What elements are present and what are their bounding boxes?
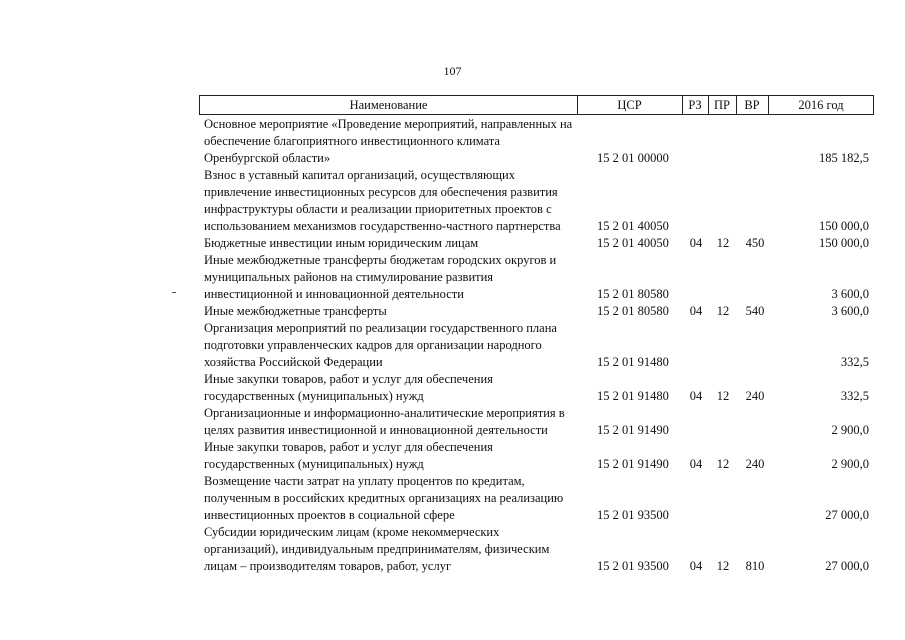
- row-csr: 15 2 01 91480: [597, 355, 669, 369]
- row-vr: 450: [745, 236, 765, 250]
- row-vr: 240: [745, 457, 765, 471]
- row-rz: 04: [689, 457, 703, 471]
- table-row: [0, 252, 905, 303]
- row-name: Организационные и информационно-аналитические мероприятия в целях развития инвестиционной и инновационной деятельности: [204, 406, 565, 437]
- row-rz: 04: [689, 304, 703, 318]
- row-amount: 2 900,0: [831, 423, 869, 437]
- header-pr: ПР: [714, 98, 730, 112]
- row-csr: 15 2 01 40050: [597, 236, 669, 250]
- row-name: Иные межбюджетные трансферты бюджетам городских округов и муниципальных районов на стимулирование развития инвестиционной и инновационной деятельности: [204, 253, 557, 301]
- row-amount: 332,5: [840, 355, 869, 369]
- row-csr: 15 2 01 91490: [597, 457, 669, 471]
- row-rz: 04: [689, 389, 703, 403]
- header-name: Наименование: [349, 98, 428, 112]
- page-number: 107: [443, 64, 462, 78]
- row-amount: 3 600,0: [831, 304, 869, 318]
- table-row: [0, 405, 905, 439]
- table-row: [0, 303, 905, 320]
- row-csr: 15 2 01 93500: [597, 508, 669, 522]
- row-amount: 150 000,0: [819, 236, 869, 250]
- row-name: Взнос в уставный капитал организаций, осуществляющих привлечение инвестиционных ресурсов для обеспечения развития инфраструктуры области и реализации приоритетных проектов с использованием механизмов государственно-частного партнерства: [204, 168, 561, 233]
- row-csr: 15 2 01 40050: [597, 219, 669, 233]
- table-header: [199, 95, 874, 115]
- row-vr: 540: [745, 304, 765, 318]
- row-rz: 04: [689, 236, 703, 250]
- table-body: [0, 116, 905, 575]
- row-amount: 150 000,0: [819, 219, 869, 233]
- row-name: Субсидии юридическим лицам (кроме некоммерческих организаций), индивидуальным предпринимателям, физическим лицам – производителям товаров, работ, услуг: [204, 525, 550, 573]
- table-row: [0, 235, 905, 252]
- row-amount: 27 000,0: [825, 508, 869, 522]
- row-pr: 12: [716, 389, 730, 403]
- header-csr: ЦСР: [617, 98, 642, 112]
- table-row: [0, 524, 905, 575]
- row-amount: 27 000,0: [825, 559, 869, 573]
- row-csr: 15 2 01 91480: [597, 389, 669, 403]
- row-name: Иные закупки товаров, работ и услуг для обеспечения государственных (муниципальных) нужд: [204, 372, 493, 403]
- row-pr: 12: [716, 559, 730, 573]
- row-csr: 15 2 01 91490: [597, 423, 669, 437]
- row-pr: 12: [716, 236, 730, 250]
- row-csr: 15 2 01 80580: [597, 304, 669, 318]
- row-name: Бюджетные инвестиции иным юридическим лицам: [204, 236, 479, 250]
- row-csr: 15 2 01 93500: [597, 559, 669, 573]
- table-row: [0, 320, 905, 371]
- table-row: [0, 167, 905, 235]
- row-vr: 240: [745, 389, 765, 403]
- header-year: 2016 год: [798, 98, 844, 112]
- header-rz: РЗ: [688, 98, 702, 112]
- row-amount: 2 900,0: [831, 457, 869, 471]
- row-rz: 04: [689, 559, 703, 573]
- row-name: Организация мероприятий по реализации государственного плана подготовки управленческих кадров для организации народного хозяйства Российской Федерации: [204, 321, 557, 369]
- table-row: [0, 371, 905, 405]
- row-amount: 3 600,0: [831, 287, 869, 301]
- row-csr: 15 2 01 00000: [597, 151, 669, 165]
- row-name: Возмещение части затрат на уплату процентов по кредитам, полученным в российских кредитных организациях на реализацию инвестиционных проектов в социальной сфере: [204, 474, 564, 522]
- row-amount: 332,5: [840, 389, 869, 403]
- row-name: Основное мероприятие «Проведение мероприятий, направленных на обеспечение благоприятного инвестиционного климата Оренбургской области»: [204, 117, 573, 165]
- table-row: [0, 439, 905, 473]
- row-pr: 12: [716, 457, 730, 471]
- table-row: [0, 473, 905, 524]
- header-vr: ВР: [744, 98, 760, 112]
- row-vr: 810: [745, 559, 765, 573]
- row-amount: 185 182,5: [819, 151, 869, 165]
- table-row: [0, 116, 905, 167]
- row-name: Иные межбюджетные трансферты: [204, 304, 387, 318]
- row-csr: 15 2 01 80580: [597, 287, 669, 301]
- row-pr: 12: [716, 304, 730, 318]
- row-name: Иные закупки товаров, работ и услуг для обеспечения государственных (муниципальных) нужд: [204, 440, 493, 471]
